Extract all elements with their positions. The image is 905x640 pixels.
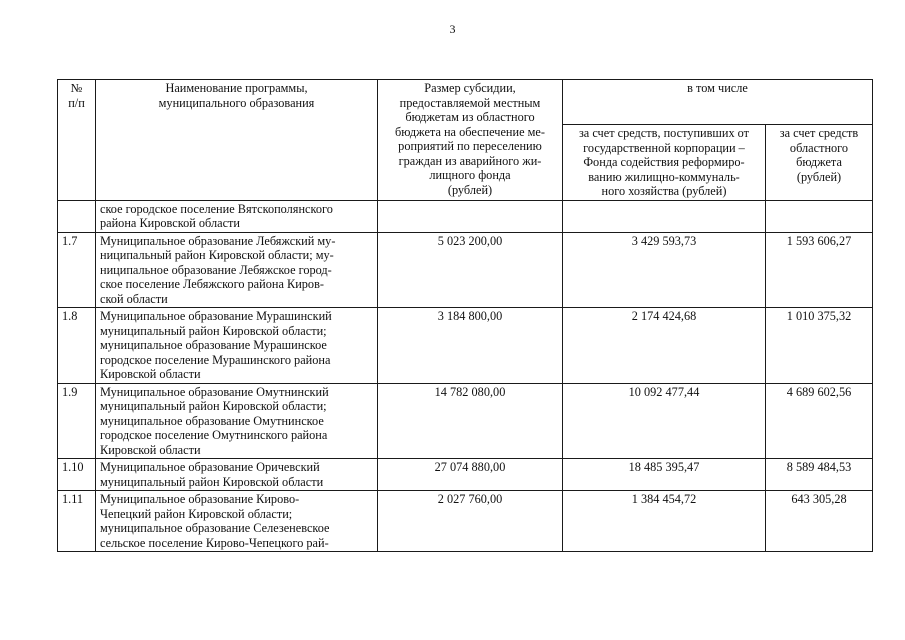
row-regional: 4 689 602,56 bbox=[766, 383, 873, 459]
row-number: 1.11 bbox=[58, 491, 96, 552]
header-fund-share: за счет средств, поступивших от государственной корпорации – Фонда содействия реформиро- ванию жилищно-коммуналь- ного хозяйства (рублей) bbox=[563, 125, 766, 201]
row-name: ское городское поселение Вятскополянского района Кировской области bbox=[96, 200, 378, 232]
subsidy-table bbox=[57, 79, 873, 552]
row-fund: 10 092 477,44 bbox=[563, 383, 766, 459]
table-row bbox=[58, 491, 873, 552]
row-subsidy: 14 782 080,00 bbox=[378, 383, 563, 459]
header-program-name: Наименование программы, муниципального образования bbox=[96, 80, 378, 201]
row-fund: 3 429 593,73 bbox=[563, 232, 766, 308]
row-name: Муниципальное образование Лебяжский му- ниципальный район Кировской области; му- ниципальное образование Лебяжское город- ское поселение Лебяжского района Киров- ской области bbox=[96, 232, 378, 308]
row-name: Муниципальное образование Кирово- Чепецкий район Кировской области; муниципальное образование Селезеневское сельское поселение Кирово-Чепецкого рай- bbox=[96, 491, 378, 552]
row-number: 1.8 bbox=[58, 308, 96, 384]
header-including: в том числе bbox=[563, 80, 873, 125]
row-number: 1.7 bbox=[58, 232, 96, 308]
row-regional: 643 305,28 bbox=[766, 491, 873, 552]
row-name: Муниципальное образование Омутнинский муниципальный район Кировской области; муниципальное образование Омутнинское городское поселение Омутнинского района Кировской области bbox=[96, 383, 378, 459]
table-row bbox=[58, 200, 873, 232]
table-row bbox=[58, 308, 873, 384]
row-subsidy: 2 027 760,00 bbox=[378, 491, 563, 552]
row-name: Муниципальное образование Мурашинский муниципальный район Кировской области; муниципальное образование Мурашинское городское поселение Мурашинского района Кировской области bbox=[96, 308, 378, 384]
row-fund bbox=[563, 200, 766, 232]
row-regional: 1 010 375,32 bbox=[766, 308, 873, 384]
row-number: 1.9 bbox=[58, 383, 96, 459]
table-row bbox=[58, 383, 873, 459]
table-row bbox=[58, 232, 873, 308]
row-regional: 1 593 606,27 bbox=[766, 232, 873, 308]
header-subsidy-amount: Размер субсидии, предоставляемой местным бюджетам из областного бюджета на обеспечение ме- роприятий по переселению граждан из аварийного жи- лищного фонда (рублей) bbox=[378, 80, 563, 201]
row-number: 1.10 bbox=[58, 459, 96, 491]
header-row bbox=[58, 80, 873, 125]
row-fund: 18 485 395,47 bbox=[563, 459, 766, 491]
row-regional bbox=[766, 200, 873, 232]
row-subsidy: 27 074 880,00 bbox=[378, 459, 563, 491]
row-regional: 8 589 484,53 bbox=[766, 459, 873, 491]
row-subsidy bbox=[378, 200, 563, 232]
header-number: № п/п bbox=[58, 80, 96, 201]
page-number: 3 bbox=[449, 22, 456, 36]
row-fund: 1 384 454,72 bbox=[563, 491, 766, 552]
row-subsidy: 3 184 800,00 bbox=[378, 308, 563, 384]
row-number bbox=[58, 200, 96, 232]
row-name: Муниципальное образование Оричевский муниципальный район Кировской области bbox=[96, 459, 378, 491]
row-fund: 2 174 424,68 bbox=[563, 308, 766, 384]
row-subsidy: 5 023 200,00 bbox=[378, 232, 563, 308]
header-regional-share: за счет средств областного бюджета (рублей) bbox=[766, 125, 873, 201]
table-row bbox=[58, 459, 873, 491]
